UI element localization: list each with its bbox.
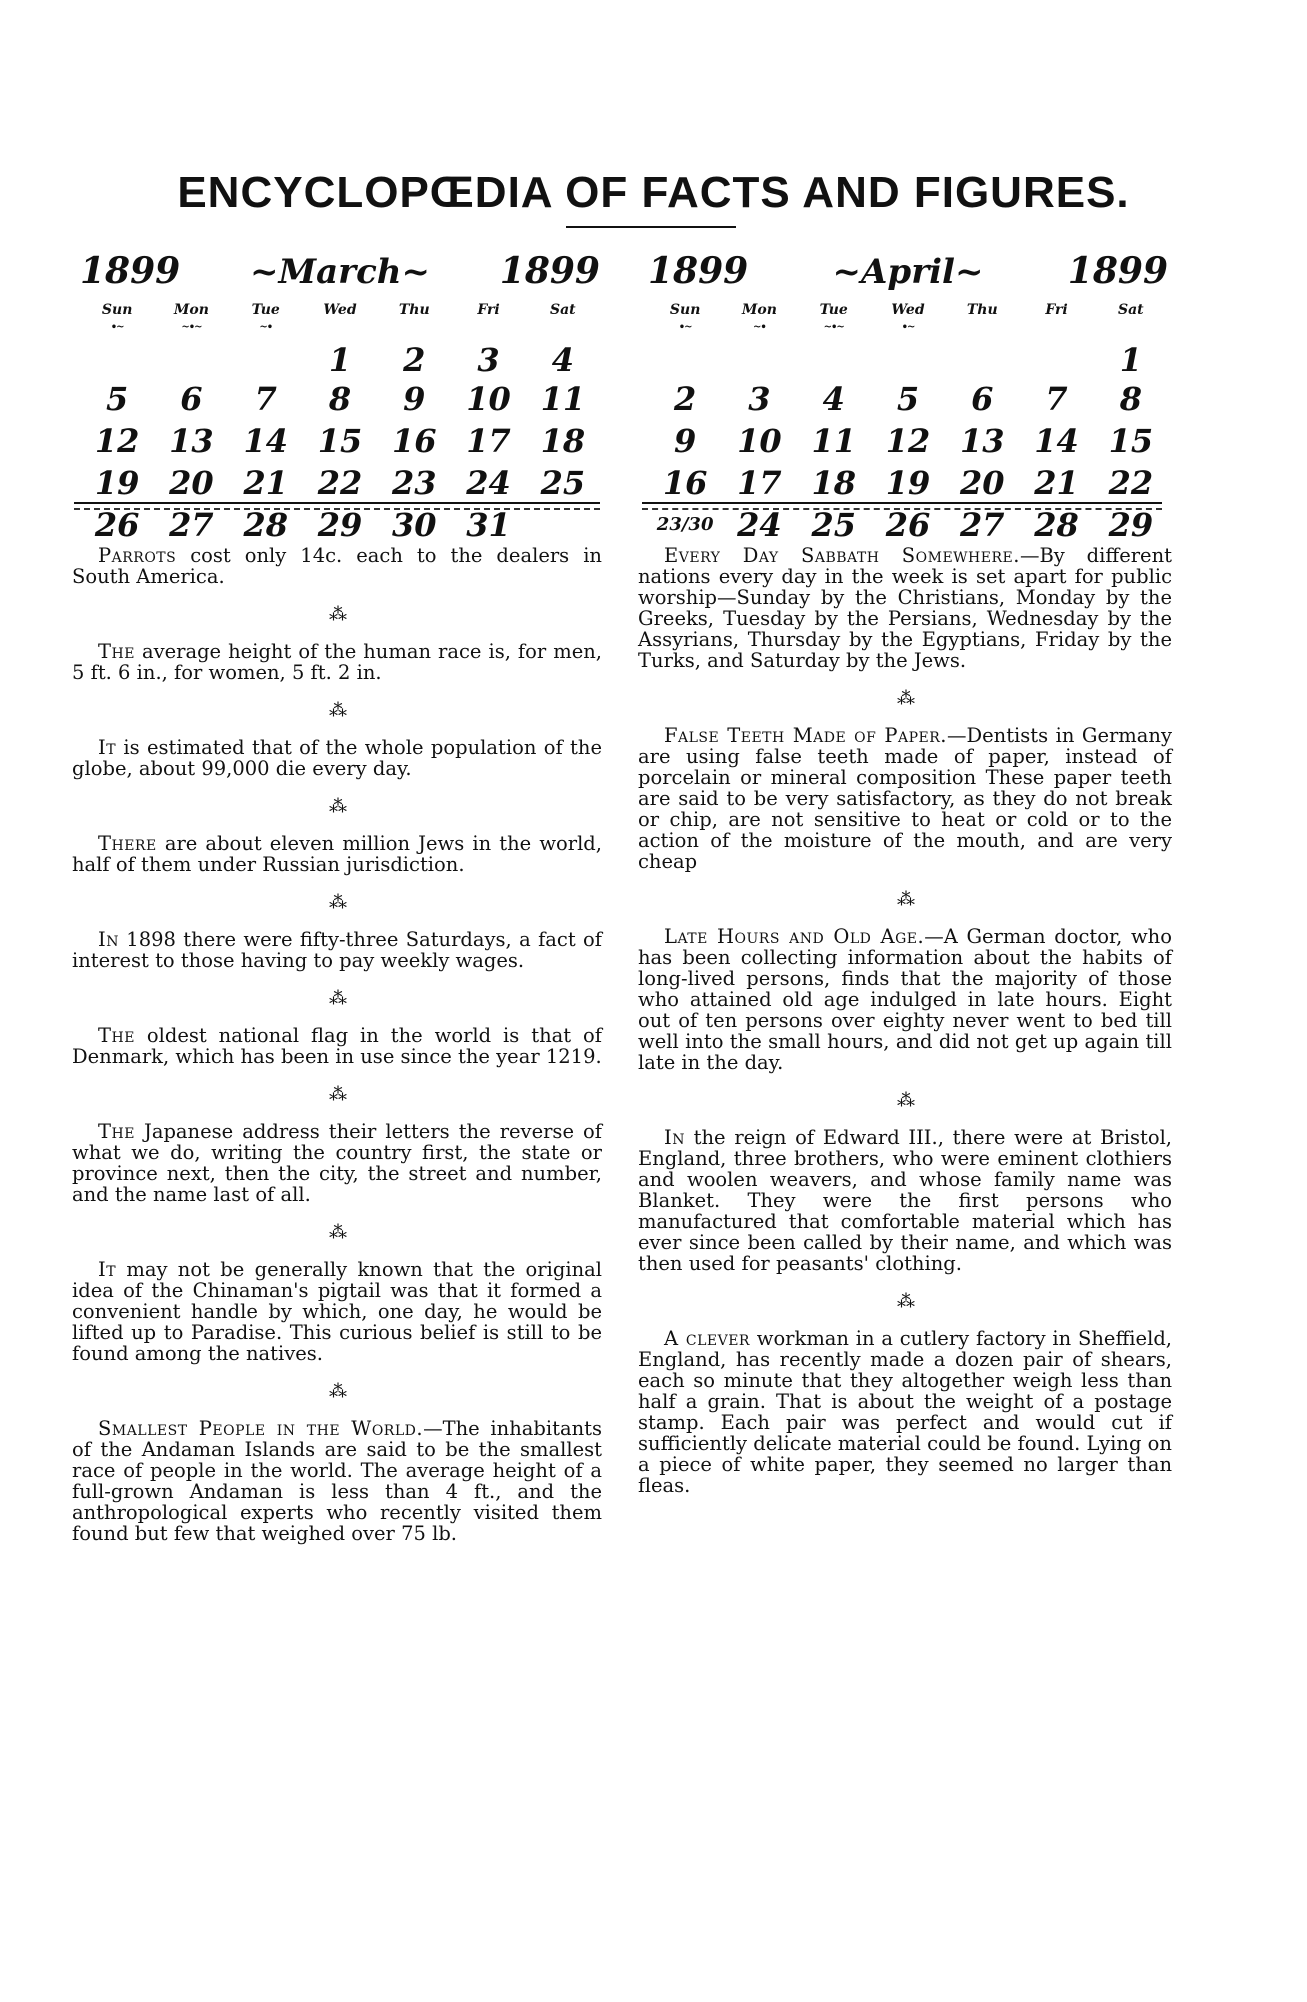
calendar-date — [229, 342, 303, 378]
paragraph-lead: Parrots — [98, 544, 177, 567]
calendar-date — [154, 342, 228, 378]
paragraph-lead: Late Hours and Old Age. — [664, 925, 925, 948]
paragraph-lead: False Teeth Made of Paper. — [664, 724, 947, 747]
calendar-date: 28 — [1034, 506, 1079, 544]
fact-paragraph — [72, 641, 602, 683]
calendar-date: 8 — [328, 380, 352, 418]
paragraph-lead: Every Day Sabbath Somewhere. — [664, 544, 1020, 567]
paragraph-text: is estimated that of the whole population of the globe, about 99,000 die every day. — [72, 736, 602, 780]
calendar-date: 3 — [477, 341, 500, 379]
calendar-date — [648, 342, 722, 378]
calendar-header — [80, 250, 600, 298]
calendar-week — [80, 504, 600, 546]
calendar-date: 4 — [551, 341, 574, 379]
calendar-date: 22 — [317, 464, 363, 502]
fact-paragraph — [638, 725, 1172, 872]
paragraph-text: cost only 14c. each to the dealers in South America. — [72, 544, 602, 588]
day-name: Sun — [101, 302, 133, 318]
paragraph-lead: The — [98, 1024, 135, 1047]
calendar-date: 10 — [466, 380, 511, 418]
calendar-date: 17 — [737, 464, 782, 502]
calendar-dashed-rule — [642, 508, 1162, 510]
paragraph-text: —A German doctor, who has been collecting information about the habits of long-lived persons, finds that the majority of those who attained old age indulged in late hours. Eight out of ten persons over eighty never went to bed till well into the small hours, and did not get up again till late in the day. — [638, 925, 1172, 1074]
calendar-week — [648, 462, 1168, 504]
fact-paragraph — [72, 833, 602, 875]
paragraph-lead: A clever — [664, 1327, 750, 1350]
day-name: Thu — [966, 302, 998, 318]
calendar-date: 25 — [811, 506, 856, 544]
paragraph-text: are about eleven million Jews in the world, half of them under Russian jurisdiction. — [72, 832, 602, 876]
calendar-date: 3 — [748, 380, 771, 418]
title-rule — [566, 226, 736, 228]
moon-phase-mark: •~ — [110, 322, 124, 333]
fact-paragraph — [72, 737, 602, 779]
calendar-date: 25 — [540, 464, 586, 502]
calendar-date: 10 — [737, 422, 782, 460]
calendar-year-right: 1899 — [1067, 250, 1168, 292]
day-name: Wed — [891, 302, 925, 318]
calendar-date: 26 — [885, 506, 931, 544]
calendar-week — [648, 504, 1168, 546]
calendar-date — [871, 342, 945, 378]
paragraph-text: oldest national flag in the world is that of Denmark, which has been in use since the year 1219. — [72, 1024, 602, 1068]
calendar-date: 15 — [317, 422, 363, 460]
day-name: Sun — [669, 302, 701, 318]
calendar-date: 29 — [317, 506, 363, 544]
day-name: Thu — [398, 302, 430, 318]
fact-paragraph — [72, 1025, 602, 1067]
calendar-date: 1 — [328, 341, 352, 379]
calendar-date: 27 — [169, 506, 214, 544]
calendar-date — [797, 342, 871, 378]
paragraph-lead: In — [664, 1126, 685, 1149]
paragraph-text: may not be generally known that the original idea of the Chinaman's pigtail was that it formed a convenient handle by which, one day, he would be lifted up to Paradise. This curious belief is still to be found among the natives. — [72, 1258, 602, 1365]
calendar-week — [80, 420, 600, 462]
calendar-week — [648, 378, 1168, 420]
calendar-date: 21 — [243, 464, 288, 502]
calendar-date: 13 — [960, 422, 1005, 460]
paragraph-text: —Dentists in Germany are using false teeth made of paper, instead of porcelain or mineral composition These paper teeth are said to be very satisfactory, as they do not break or chip, are not sensitive to heat or cold or to the action of the moisture of the mouth, and are very cheap — [638, 724, 1172, 873]
calendar-date — [945, 342, 1019, 378]
asterism-separator: ⁂ — [897, 1090, 913, 1111]
calendar-month: ~ April ~ — [833, 252, 984, 292]
calendar-day-names — [80, 302, 600, 322]
calendar-year-left: 1899 — [80, 250, 181, 292]
calendar-date: 18 — [540, 422, 586, 460]
day-name: Tue — [251, 302, 280, 318]
paragraph-lead: Smallest People in the World. — [98, 1417, 424, 1440]
day-name: Tue — [819, 302, 848, 318]
page-title: ENCYCLOPŒDIA OF FACTS AND FIGURES. — [177, 168, 1130, 217]
calendar-date — [526, 504, 600, 546]
calendar-date: 20 — [960, 464, 1005, 502]
calendar-date: 16 — [392, 422, 437, 460]
calendar-moon-phase-marks — [80, 322, 600, 342]
calendar-date: 19 — [94, 464, 140, 502]
asterism-separator: ⁂ — [329, 604, 345, 625]
calendar-date: 24 — [737, 506, 782, 544]
calendar-date: 14 — [243, 422, 288, 460]
calendar-date: 13 — [169, 422, 214, 460]
calendar-rule — [642, 502, 1162, 504]
fact-paragraph — [72, 545, 602, 587]
moon-phase-mark: ~•~ — [181, 322, 202, 333]
asterism-separator: ⁂ — [329, 796, 345, 817]
calendar-date: 22 — [1108, 464, 1154, 502]
paragraph-text: the reign of Edward III., there were at Bristol, England, three brothers, who were eminent clothiers and woolen weavers, and whose family name was Blanket. They were the first persons who manufactured that comfortable material which has ever since been called by their name, and which was then used for peasants' clothing. — [638, 1126, 1172, 1275]
day-name: Wed — [323, 302, 357, 318]
paragraph-text: workman in a cutlery factory in Sheffield, England, has recently made a dozen pair of shears, each so minute that they altogether weigh less than half a grain. That is about the weight of a postage stamp. Each pair was perfect and would cut if sufficiently delicate material could be found. Lying on a piece of white paper, they seemed no larger than fleas. — [638, 1327, 1172, 1497]
right-column — [638, 545, 1172, 1504]
calendar-date: 2 — [674, 380, 697, 418]
calendar-moon-phase-marks — [648, 322, 1168, 342]
calendar-date: 9 — [403, 380, 426, 418]
paragraph-text: Japanese address their letters the reverse of what we do, writing the country first, the state or province next, then the city, the street and number, and the name last of all. — [72, 1120, 602, 1206]
asterism-separator: ⁂ — [329, 1381, 345, 1402]
paragraph-lead: There — [98, 832, 157, 855]
fact-paragraph — [638, 926, 1172, 1073]
calendar-date: 30 — [392, 506, 437, 544]
moon-phase-mark: •~ — [678, 322, 692, 333]
moon-phase-mark: ~• — [753, 322, 766, 333]
calendar-date: 27 — [960, 506, 1005, 544]
calendar-date: 26 — [94, 506, 140, 544]
asterism-separator: ⁂ — [329, 700, 345, 721]
calendar-date: 23/30 — [656, 514, 714, 535]
calendar-date: 12 — [885, 422, 931, 460]
calendar-year-left: 1899 — [648, 250, 749, 292]
moon-phase-mark: ~•~ — [823, 322, 844, 333]
calendar-date: 31 — [466, 506, 511, 544]
calendar-date: 28 — [243, 506, 288, 544]
calendar-date: 11 — [811, 422, 856, 460]
day-name: Mon — [173, 302, 209, 318]
calendar-date: 5 — [896, 380, 920, 418]
calendar-date: 12 — [94, 422, 140, 460]
asterism-separator: ⁂ — [329, 1084, 345, 1105]
calendar-date: 20 — [169, 464, 214, 502]
calendar-date: 2 — [403, 341, 426, 379]
fact-paragraph — [72, 1121, 602, 1205]
calendar-date: 29 — [1108, 506, 1154, 544]
day-name: Fri — [477, 302, 500, 318]
calendar-week — [80, 342, 600, 378]
calendar-date: 24 — [466, 464, 511, 502]
calendar-date — [722, 342, 796, 378]
calendar-week — [80, 378, 600, 420]
calendar-month: ~ March ~ — [250, 252, 430, 292]
calendar-date: 23 — [392, 464, 437, 502]
calendar-date: 7 — [1045, 380, 1068, 418]
calendar-week — [80, 462, 600, 504]
calendar-date — [80, 342, 154, 378]
calendar-date: 5 — [106, 380, 129, 418]
asterism-separator: ⁂ — [329, 892, 345, 913]
paragraph-lead: It — [98, 736, 117, 759]
calendar-date — [1019, 342, 1093, 378]
calendar-header — [648, 250, 1168, 298]
calendar-week — [648, 420, 1168, 462]
calendar-year-right: 1899 — [499, 250, 600, 292]
paragraph-lead: It — [98, 1258, 117, 1281]
calendar-date: 1 — [1119, 341, 1142, 379]
day-name: Sat — [1118, 302, 1144, 318]
fact-paragraph — [638, 1127, 1172, 1274]
day-name: Mon — [741, 302, 777, 318]
calendar-date: 6 — [971, 380, 994, 418]
calendar-rule — [74, 502, 600, 504]
fact-paragraph — [638, 545, 1172, 671]
calendar-date: 14 — [1034, 422, 1079, 460]
calendar-day-names — [648, 302, 1168, 322]
moon-phase-mark: •~ — [901, 322, 915, 333]
fact-paragraph — [72, 1418, 602, 1544]
calendar-date: 9 — [674, 422, 697, 460]
day-name: Sat — [550, 302, 576, 318]
day-name: Fri — [1045, 302, 1068, 318]
paragraph-lead: The — [98, 1120, 135, 1143]
moon-phase-mark: ~• — [259, 322, 273, 333]
calendar-date: 21 — [1034, 464, 1079, 502]
paragraph-text: 1898 there were fifty-three Saturdays, a fact of interest to those having to pay weekly wages. — [72, 928, 602, 972]
calendar-date: 18 — [811, 464, 856, 502]
asterism-separator: ⁂ — [329, 1222, 345, 1243]
calendar-week — [648, 342, 1168, 378]
paragraph-text: average height of the human race is, for men, 5 ft. 6 in., for women, 5 ft. 2 in. — [72, 640, 602, 684]
calendar-date: 17 — [466, 422, 511, 460]
paragraph-lead: In — [98, 928, 119, 951]
paragraph-lead: The — [98, 640, 135, 663]
calendar-date: 7 — [254, 380, 277, 418]
asterism-separator: ⁂ — [897, 688, 913, 709]
asterism-separator: ⁂ — [897, 1291, 913, 1312]
calendar-date: 16 — [662, 464, 708, 502]
fact-paragraph — [72, 929, 602, 971]
asterism-separator: ⁂ — [897, 889, 913, 910]
paragraph-text: —The inhabitants of the Andaman Islands are said to be the smallest race of people in the world. The average height of a full-grown Andaman is less than 4 ft., and the anthropological experts who recently visited them found but few that weighed over 75 lb. — [72, 1417, 602, 1545]
fact-paragraph — [72, 1259, 602, 1364]
paragraph-text: —By different nations every day in the week is set apart for public worship—Sunday by the Christians, Monday by the Greeks, Tuesday by the Persians, Wednesday by the Assyrians, Thursday by the Egyptians, Friday by the Turks, and Saturday by the Jews. — [638, 544, 1172, 672]
calendar-date: 4 — [822, 380, 845, 418]
calendar-date: 11 — [540, 380, 586, 418]
calendar-date: 15 — [1108, 422, 1154, 460]
left-column — [72, 545, 602, 1552]
calendar-date: 19 — [885, 464, 931, 502]
calendar-dashed-rule — [74, 508, 600, 510]
fact-paragraph — [638, 1328, 1172, 1496]
calendar-date: 8 — [1119, 380, 1142, 418]
asterism-separator: ⁂ — [329, 988, 345, 1009]
calendar-date: 6 — [180, 380, 203, 418]
